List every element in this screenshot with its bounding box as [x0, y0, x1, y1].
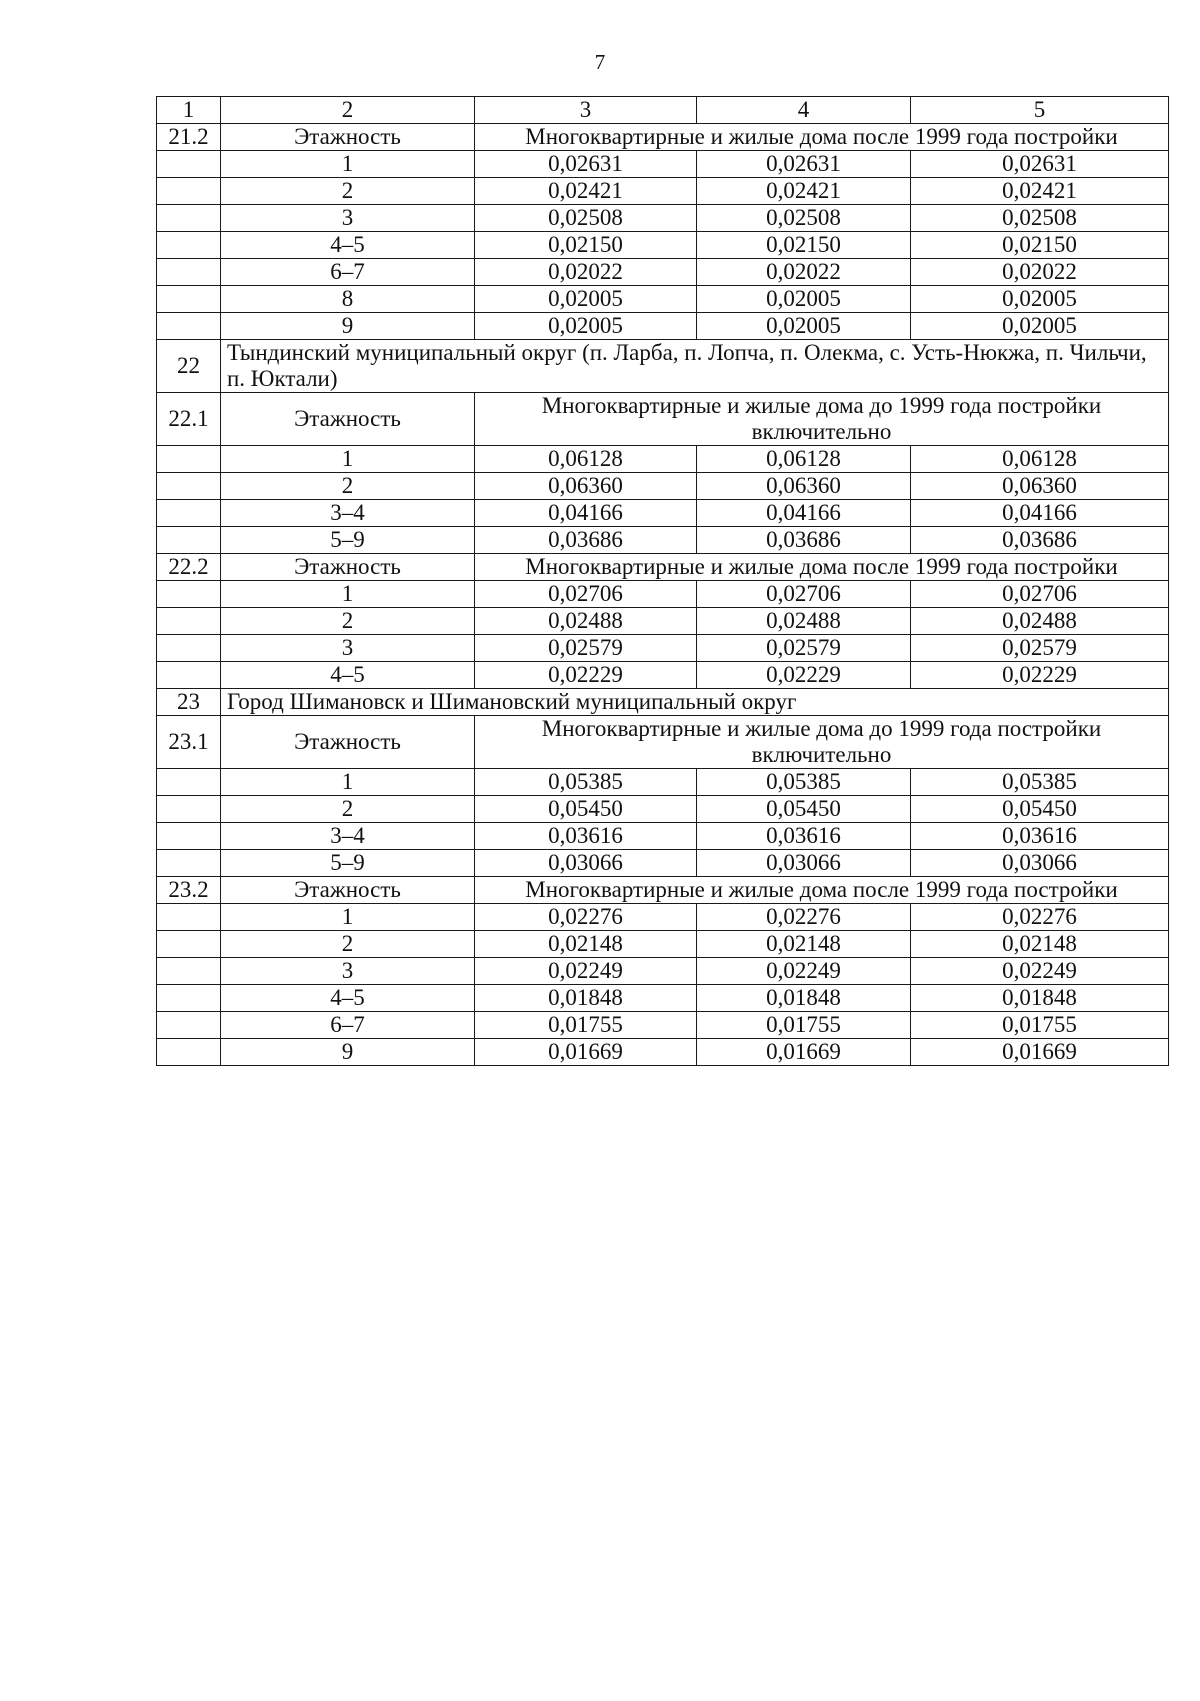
floors-cell: 3–4: [221, 500, 475, 527]
floors-cell: 2: [221, 931, 475, 958]
group-header-row: [157, 716, 1169, 769]
empty-number-cell: [157, 500, 221, 527]
value-cell: 0,01848: [475, 985, 697, 1012]
floors-cell: 2: [221, 473, 475, 500]
value-cell: 0,04166: [475, 500, 697, 527]
value-cell: 0,03616: [475, 823, 697, 850]
empty-number-cell: [157, 313, 221, 340]
value-cell: 0,02022: [475, 259, 697, 286]
page-number: 7: [594, 50, 606, 74]
value-cell: 0,01669: [911, 1039, 1169, 1066]
floors-cell: 3–4: [221, 823, 475, 850]
value-cell: 0,05450: [697, 796, 911, 823]
floors-heading-cell: Этажность: [221, 716, 475, 769]
floors-cell: 9: [221, 1039, 475, 1066]
value-cell: 0,06128: [911, 446, 1169, 473]
value-cell: 0,02148: [697, 931, 911, 958]
value-cell: 0,01848: [697, 985, 911, 1012]
floors-cell: 4–5: [221, 232, 475, 259]
value-cell: 0,02005: [475, 313, 697, 340]
table-body: [157, 97, 1169, 1066]
value-cell: 0,02508: [475, 205, 697, 232]
value-cell: 0,01669: [475, 1039, 697, 1066]
empty-number-cell: [157, 931, 221, 958]
table-row: [157, 581, 1169, 608]
empty-number-cell: [157, 985, 221, 1012]
table-row: [157, 500, 1169, 527]
building-category-cell: Многоквартирные и жилые дома после 1999 года постройки: [475, 877, 1169, 904]
floors-cell: 2: [221, 796, 475, 823]
value-cell: 0,02706: [911, 581, 1169, 608]
value-cell: 0,02229: [911, 662, 1169, 689]
table-row: [157, 823, 1169, 850]
floors-cell: 6–7: [221, 259, 475, 286]
header-cell: 3: [475, 97, 697, 124]
floors-cell: 9: [221, 313, 475, 340]
table-row: [157, 527, 1169, 554]
value-cell: 0,02508: [911, 205, 1169, 232]
empty-number-cell: [157, 850, 221, 877]
empty-number-cell: [157, 259, 221, 286]
value-cell: 0,05385: [475, 769, 697, 796]
coefficients-table: [156, 96, 1169, 1066]
empty-number-cell: [157, 662, 221, 689]
table-row: [157, 259, 1169, 286]
value-cell: 0,02148: [911, 931, 1169, 958]
value-cell: 0,02005: [697, 286, 911, 313]
floors-cell: 1: [221, 769, 475, 796]
value-cell: 0,01848: [911, 985, 1169, 1012]
empty-number-cell: [157, 581, 221, 608]
value-cell: 0,03686: [697, 527, 911, 554]
group-header-row: [157, 124, 1169, 151]
table-row: [157, 985, 1169, 1012]
floors-cell: 4–5: [221, 662, 475, 689]
floors-heading-cell: Этажность: [221, 124, 475, 151]
empty-number-cell: [157, 205, 221, 232]
table-row: [157, 635, 1169, 662]
value-cell: 0,02148: [475, 931, 697, 958]
section-number-cell: 23: [157, 689, 221, 716]
value-cell: 0,03686: [911, 527, 1169, 554]
table-row: [157, 958, 1169, 985]
section-number-cell: 21.2: [157, 124, 221, 151]
value-cell: 0,02579: [911, 635, 1169, 662]
floors-cell: 5–9: [221, 850, 475, 877]
value-cell: 0,05450: [911, 796, 1169, 823]
table-row: [157, 232, 1169, 259]
table-row: [157, 1012, 1169, 1039]
header-cell: 1: [157, 97, 221, 124]
floors-cell: 1: [221, 581, 475, 608]
header-cell: 4: [697, 97, 911, 124]
value-cell: 0,02631: [911, 151, 1169, 178]
building-category-cell: Многоквартирные и жилые дома после 1999 года постройки: [475, 554, 1169, 581]
value-cell: 0,02579: [697, 635, 911, 662]
empty-number-cell: [157, 823, 221, 850]
floors-cell: 2: [221, 178, 475, 205]
building-category-cell: Многоквартирные и жилые дома до 1999 года постройки включительно: [475, 393, 1169, 446]
floors-cell: 1: [221, 904, 475, 931]
table-row: [157, 662, 1169, 689]
value-cell: 0,02022: [911, 259, 1169, 286]
table-row: [157, 473, 1169, 500]
floors-heading-cell: Этажность: [221, 554, 475, 581]
value-cell: 0,02706: [697, 581, 911, 608]
floors-cell: 3: [221, 958, 475, 985]
value-cell: 0,02488: [911, 608, 1169, 635]
empty-number-cell: [157, 608, 221, 635]
value-cell: 0,01669: [697, 1039, 911, 1066]
building-category-cell: Многоквартирные и жилые дома после 1999 года постройки: [475, 124, 1169, 151]
value-cell: 0,02421: [697, 178, 911, 205]
group-header-row: [157, 554, 1169, 581]
value-cell: 0,04166: [911, 500, 1169, 527]
value-cell: 0,02488: [475, 608, 697, 635]
floors-cell: 2: [221, 608, 475, 635]
value-cell: 0,01755: [911, 1012, 1169, 1039]
floors-cell: 3: [221, 205, 475, 232]
value-cell: 0,02276: [697, 904, 911, 931]
floors-cell: 8: [221, 286, 475, 313]
header-cell: 2: [221, 97, 475, 124]
value-cell: 0,03066: [475, 850, 697, 877]
empty-number-cell: [157, 958, 221, 985]
floors-cell: 5–9: [221, 527, 475, 554]
region-title-cell: Город Шимановск и Шимановский муниципальный округ: [221, 689, 1169, 716]
empty-number-cell: [157, 635, 221, 662]
floors-heading-cell: Этажность: [221, 877, 475, 904]
value-cell: 0,05450: [475, 796, 697, 823]
value-cell: 0,03066: [697, 850, 911, 877]
value-cell: 0,02276: [911, 904, 1169, 931]
table-row: [157, 205, 1169, 232]
empty-number-cell: [157, 151, 221, 178]
value-cell: 0,02005: [911, 313, 1169, 340]
value-cell: 0,02579: [475, 635, 697, 662]
table-row: [157, 931, 1169, 958]
header-cell: 5: [911, 97, 1169, 124]
table-row: [157, 151, 1169, 178]
value-cell: 0,03066: [911, 850, 1169, 877]
value-cell: 0,02508: [697, 205, 911, 232]
table-row: [157, 904, 1169, 931]
value-cell: 0,02022: [697, 259, 911, 286]
value-cell: 0,01755: [475, 1012, 697, 1039]
value-cell: 0,03616: [697, 823, 911, 850]
value-cell: 0,02276: [475, 904, 697, 931]
value-cell: 0,02631: [697, 151, 911, 178]
table-row: [157, 850, 1169, 877]
table-row: [157, 446, 1169, 473]
value-cell: 0,02421: [911, 178, 1169, 205]
table-row: [157, 178, 1169, 205]
value-cell: 0,02150: [911, 232, 1169, 259]
value-cell: 0,05385: [697, 769, 911, 796]
empty-number-cell: [157, 796, 221, 823]
section-number-cell: 22.2: [157, 554, 221, 581]
section-number-cell: 23.1: [157, 716, 221, 769]
value-cell: 0,01755: [697, 1012, 911, 1039]
floors-heading-cell: Этажность: [221, 393, 475, 446]
empty-number-cell: [157, 232, 221, 259]
value-cell: 0,03686: [475, 527, 697, 554]
value-cell: 0,04166: [697, 500, 911, 527]
value-cell: 0,02249: [475, 958, 697, 985]
value-cell: 0,02229: [697, 662, 911, 689]
floors-cell: 1: [221, 151, 475, 178]
table-row: [157, 1039, 1169, 1066]
group-header-row: [157, 393, 1169, 446]
table-row: [157, 313, 1169, 340]
table-row: [157, 796, 1169, 823]
value-cell: 0,02005: [475, 286, 697, 313]
table-row: [157, 286, 1169, 313]
empty-number-cell: [157, 527, 221, 554]
value-cell: 0,06360: [911, 473, 1169, 500]
table-row: [157, 769, 1169, 796]
building-category-cell: Многоквартирные и жилые дома до 1999 года постройки включительно: [475, 716, 1169, 769]
value-cell: 0,06128: [475, 446, 697, 473]
empty-number-cell: [157, 473, 221, 500]
floors-cell: 4–5: [221, 985, 475, 1012]
value-cell: 0,02631: [475, 151, 697, 178]
value-cell: 0,02421: [475, 178, 697, 205]
empty-number-cell: [157, 178, 221, 205]
region-row: [157, 340, 1169, 393]
empty-number-cell: [157, 446, 221, 473]
value-cell: 0,05385: [911, 769, 1169, 796]
value-cell: 0,06128: [697, 446, 911, 473]
floors-cell: 6–7: [221, 1012, 475, 1039]
value-cell: 0,02706: [475, 581, 697, 608]
value-cell: 0,02229: [475, 662, 697, 689]
floors-cell: 1: [221, 446, 475, 473]
empty-number-cell: [157, 286, 221, 313]
empty-number-cell: [157, 904, 221, 931]
value-cell: 0,02488: [697, 608, 911, 635]
value-cell: 0,02249: [911, 958, 1169, 985]
group-header-row: [157, 877, 1169, 904]
region-row: [157, 689, 1169, 716]
value-cell: 0,06360: [697, 473, 911, 500]
value-cell: 0,02005: [697, 313, 911, 340]
empty-number-cell: [157, 769, 221, 796]
value-cell: 0,03616: [911, 823, 1169, 850]
value-cell: 0,02150: [697, 232, 911, 259]
region-title-cell: Тындинский муниципальный округ (п. Ларба, п. Лопча, п. Олекма, с. Усть-Нюкжа, п. Чильчи, п. Юктали): [221, 340, 1169, 393]
value-cell: 0,02150: [475, 232, 697, 259]
empty-number-cell: [157, 1039, 221, 1066]
value-cell: 0,02005: [911, 286, 1169, 313]
empty-number-cell: [157, 1012, 221, 1039]
value-cell: 0,06360: [475, 473, 697, 500]
header-row: [157, 97, 1169, 124]
section-number-cell: 22.1: [157, 393, 221, 446]
section-number-cell: 22: [157, 340, 221, 393]
section-number-cell: 23.2: [157, 877, 221, 904]
table-row: [157, 608, 1169, 635]
value-cell: 0,02249: [697, 958, 911, 985]
floors-cell: 3: [221, 635, 475, 662]
